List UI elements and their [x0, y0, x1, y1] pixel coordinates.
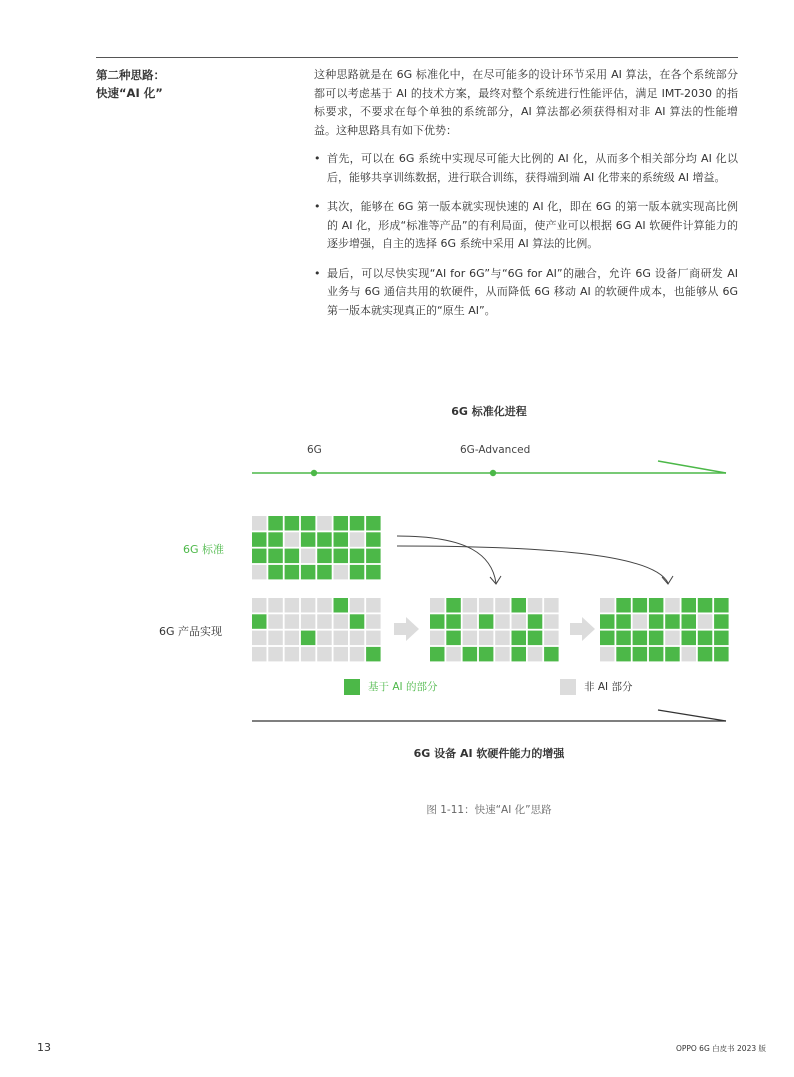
- ai-block: [714, 614, 729, 629]
- non-ai-block: [528, 598, 543, 613]
- timeline-label-6g: 6G: [307, 444, 322, 456]
- ai-block: [649, 598, 664, 613]
- non-ai-block: [633, 614, 648, 629]
- non-ai-block: [301, 647, 316, 662]
- figure-caption: 图 1-11：快速“AI 化”思路: [426, 804, 552, 816]
- non-ai-block: [463, 598, 478, 613]
- non-ai-block: [600, 647, 615, 662]
- ai-block: [334, 598, 349, 613]
- non-ai-block: [350, 532, 365, 547]
- non-ai-block: [600, 598, 615, 613]
- ai-block: [350, 565, 365, 580]
- page-number: 13: [37, 1041, 51, 1054]
- advantage-item-2: • 其次，能够在 6G 第一版本就实现快速的 AI 化，即在 6G 的第一版本就实现高比例的 AI 化，形成“标准等产品”的有利局面，使产业可以根据 6G AI 软硬件计算能力的逐步增强，自主的选择 6G 系统中采用 AI 算法的比例。: [314, 198, 738, 254]
- ai-block: [544, 647, 559, 662]
- non-ai-block: [350, 631, 365, 646]
- non-ai-block: [252, 647, 267, 662]
- bottom-axis-arrowhead: [658, 710, 726, 721]
- non-ai-block: [317, 631, 332, 646]
- non-ai-block: [317, 516, 332, 531]
- ai-block: [714, 631, 729, 646]
- advantage-item-1: • 首先，可以在 6G 系统中实现尽可能大比例的 AI 化，从而多个相关部分均 AI 化以后，能够共享训练数据，进行联合训练，获得端到端 AI 化带来的系统级 AI 增益。: [314, 150, 738, 187]
- non-ai-block: [317, 598, 332, 613]
- row-label-product: 6G 产品实现: [159, 625, 223, 638]
- non-ai-block: [665, 631, 680, 646]
- row-label-standard: 6G 标准: [183, 543, 225, 556]
- non-ai-block: [430, 598, 445, 613]
- curve-arrow-1: [397, 536, 496, 583]
- legend-ai-label: 基于 AI 的部分: [368, 681, 438, 693]
- ai-block: [301, 631, 316, 646]
- ai-block: [446, 631, 461, 646]
- non-ai-block: [252, 516, 267, 531]
- ai-block: [366, 565, 381, 580]
- ai-block: [512, 598, 527, 613]
- ai-block: [446, 598, 461, 613]
- non-ai-block: [446, 647, 461, 662]
- figure-bottom-label: 6G 设备 AI 软硬件能力的增强: [413, 747, 565, 760]
- timeline-label-6g-advanced: 6G-Advanced: [460, 444, 531, 456]
- ai-block: [682, 631, 697, 646]
- non-ai-block: [366, 598, 381, 613]
- ai-block: [334, 532, 349, 547]
- ai-block: [268, 565, 283, 580]
- ai-block: [649, 631, 664, 646]
- non-ai-block: [268, 598, 283, 613]
- ai-block: [479, 647, 494, 662]
- non-ai-block: [317, 647, 332, 662]
- section-heading-line1: 第二种思路：: [96, 68, 165, 82]
- block-arrow-1: [394, 617, 419, 641]
- ai-block: [665, 647, 680, 662]
- ai-block: [600, 631, 615, 646]
- ai-block: [317, 532, 332, 547]
- ai-block: [714, 647, 729, 662]
- non-ai-block: [430, 631, 445, 646]
- ai-block: [334, 549, 349, 564]
- non-ai-block: [334, 647, 349, 662]
- non-ai-block: [350, 598, 365, 613]
- non-ai-block: [285, 598, 300, 613]
- non-ai-block: [366, 614, 381, 629]
- non-ai-block: [698, 614, 713, 629]
- ai-block: [616, 647, 631, 662]
- ai-block: [350, 516, 365, 531]
- ai-block: [350, 549, 365, 564]
- ai-block: [301, 532, 316, 547]
- ai-block: [285, 565, 300, 580]
- ai-block: [698, 647, 713, 662]
- ai-block: [600, 614, 615, 629]
- non-ai-block: [544, 598, 559, 613]
- non-ai-block: [544, 631, 559, 646]
- ai-block: [430, 614, 445, 629]
- non-ai-block: [334, 614, 349, 629]
- non-ai-block: [301, 614, 316, 629]
- non-ai-block: [268, 614, 283, 629]
- ai-block: [633, 647, 648, 662]
- timeline-arrowhead: [658, 461, 726, 473]
- non-ai-block: [285, 614, 300, 629]
- non-ai-block: [495, 647, 510, 662]
- legend-non-ai-label: 非 AI 部分: [584, 681, 633, 693]
- non-ai-block: [317, 614, 332, 629]
- ai-block: [616, 614, 631, 629]
- ai-block: [714, 598, 729, 613]
- figure-title: 6G 标准化进程: [451, 405, 527, 418]
- ai-block: [366, 647, 381, 662]
- non-ai-block: [479, 598, 494, 613]
- grid-product-3: [600, 598, 729, 661]
- ai-block: [252, 549, 267, 564]
- non-ai-block: [350, 647, 365, 662]
- timeline-dot-6g-advanced: [490, 470, 496, 476]
- non-ai-block: [285, 532, 300, 547]
- ai-block: [512, 631, 527, 646]
- non-ai-block: [366, 631, 381, 646]
- timeline-dot-6g: [311, 470, 317, 476]
- non-ai-block: [252, 565, 267, 580]
- non-ai-block: [463, 631, 478, 646]
- non-ai-block: [301, 549, 316, 564]
- ai-block: [698, 598, 713, 613]
- grid-6g-standard: [252, 516, 381, 579]
- non-ai-block: [334, 631, 349, 646]
- ai-block: [682, 614, 697, 629]
- ai-block: [512, 647, 527, 662]
- non-ai-block: [495, 598, 510, 613]
- non-ai-block: [528, 647, 543, 662]
- legend-ai-swatch: [344, 679, 360, 695]
- ai-block: [317, 565, 332, 580]
- grid-product-2: [430, 598, 559, 661]
- ai-block: [665, 614, 680, 629]
- legend-non-ai-swatch: [560, 679, 576, 695]
- ai-block: [649, 614, 664, 629]
- section-heading-line2: 快速“AI 化”: [96, 86, 163, 100]
- legend-non-ai: [560, 679, 632, 695]
- non-ai-block: [512, 614, 527, 629]
- ai-block: [252, 614, 267, 629]
- ai-block: [528, 631, 543, 646]
- footer-publication: OPPO 6G 白皮书 2023 版: [675, 1044, 766, 1053]
- block-arrow-2: [570, 617, 595, 641]
- intro-paragraph: 这种思路就是在 6G 标准化中，在尽可能多的设计环节采用 AI 算法，在各个系统部分都可以考虑基于 AI 的技术方案，最终对整个系统进行性能评估，满足 IMT-2030 的指标要求，不要求在每个单独的系统部分，AI 算法都必须获得相对非 AI 算法的性能增益。这种思路具有如下优势：: [314, 68, 738, 137]
- ai-block: [430, 647, 445, 662]
- ai-block: [616, 631, 631, 646]
- ai-block: [334, 516, 349, 531]
- ai-block: [366, 532, 381, 547]
- non-ai-block: [334, 565, 349, 580]
- ai-block: [633, 631, 648, 646]
- ai-block: [366, 549, 381, 564]
- non-ai-block: [268, 631, 283, 646]
- non-ai-block: [252, 631, 267, 646]
- advantage-item-3: • 最后，可以尽快实现“AI for 6G”与“6G for AI”的融合，允许 6G 设备厂商研发 AI 业务与 6G 通信共用的软硬件，从而降低 6G 移动 AI 的软硬件成本，也能够从 6G 第一版本就实现真正的“原生 AI”。: [314, 265, 738, 321]
- non-ai-block: [301, 598, 316, 613]
- ai-block: [301, 516, 316, 531]
- ai-block: [366, 516, 381, 531]
- ai-block: [268, 516, 283, 531]
- ai-block: [268, 549, 283, 564]
- curve-arrow-2: [397, 546, 668, 583]
- non-ai-block: [252, 598, 267, 613]
- non-ai-block: [285, 631, 300, 646]
- ai-block: [633, 598, 648, 613]
- non-ai-block: [544, 614, 559, 629]
- ai-block: [463, 647, 478, 662]
- non-ai-block: [285, 647, 300, 662]
- non-ai-block: [479, 631, 494, 646]
- ai-block: [285, 516, 300, 531]
- ai-block: [682, 598, 697, 613]
- ai-block: [317, 549, 332, 564]
- ai-block: [252, 532, 267, 547]
- ai-block: [616, 598, 631, 613]
- ai-block: [350, 614, 365, 629]
- grid-product-1: [252, 598, 381, 661]
- non-ai-block: [495, 614, 510, 629]
- ai-block: [446, 614, 461, 629]
- ai-block: [479, 614, 494, 629]
- non-ai-block: [665, 598, 680, 613]
- ai-block: [268, 532, 283, 547]
- non-ai-block: [268, 647, 283, 662]
- non-ai-block: [463, 614, 478, 629]
- ai-block: [528, 614, 543, 629]
- ai-block: [301, 565, 316, 580]
- non-ai-block: [682, 647, 697, 662]
- ai-block: [649, 647, 664, 662]
- legend-ai: [344, 679, 437, 695]
- ai-block: [698, 631, 713, 646]
- non-ai-block: [495, 631, 510, 646]
- ai-block: [285, 549, 300, 564]
